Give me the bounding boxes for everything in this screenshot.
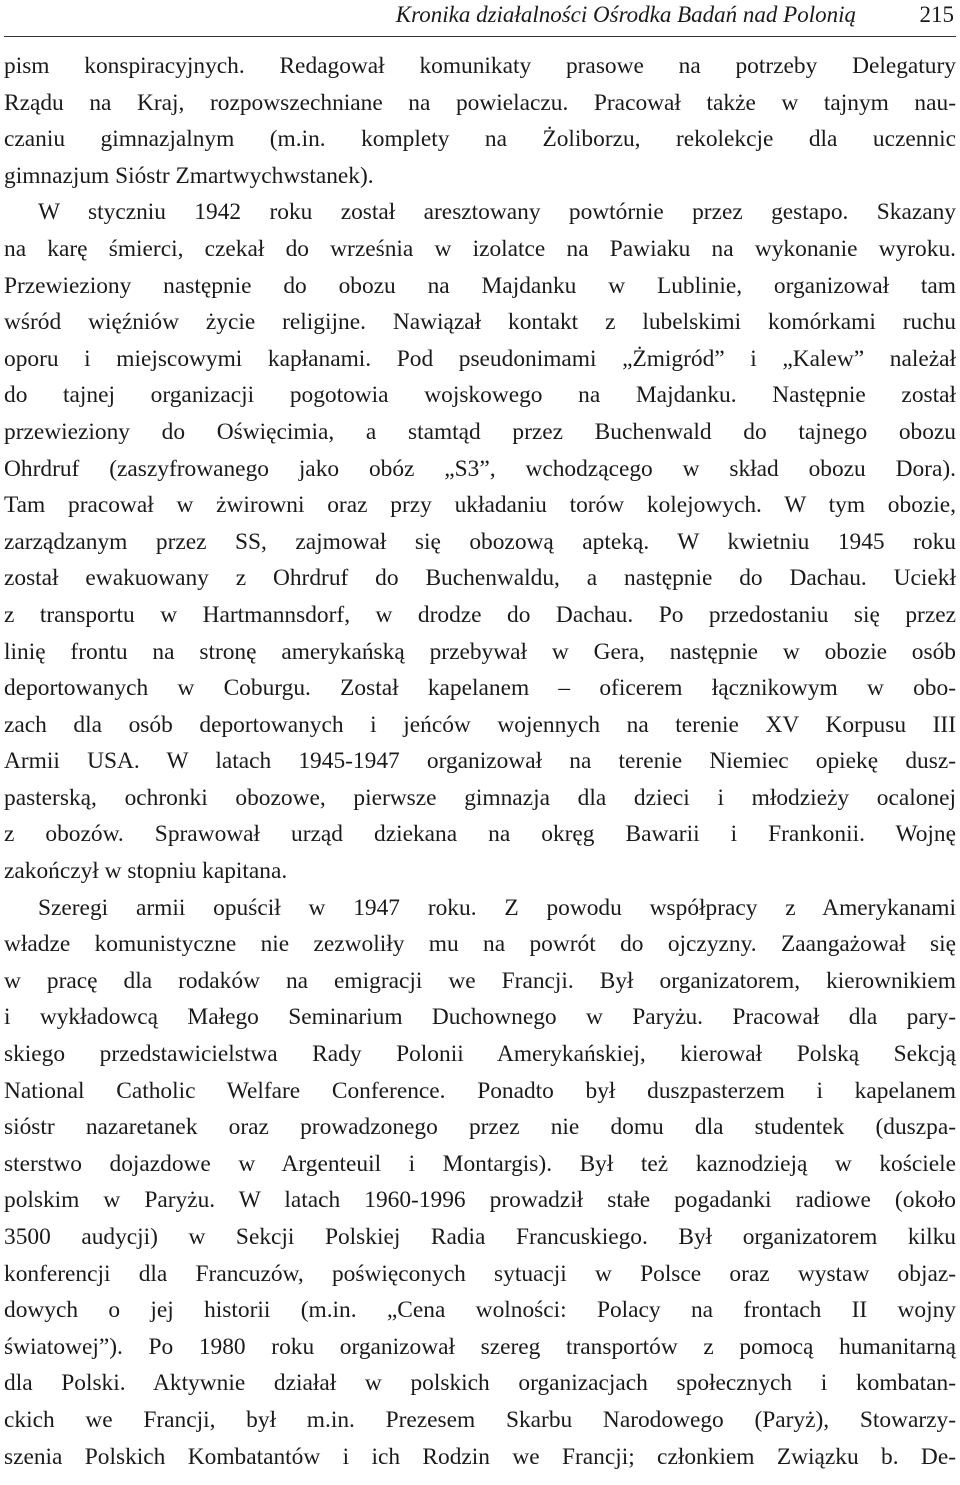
text-line: pasterską, ochronki obozowe, pierwsze gimnazja dla dzieci i młodzieży ocalonej [4,784,956,811]
text-line: Tam pracował w żwirowni oraz przy układaniu torów kolejowych. W tym obozie, [4,492,956,519]
text-line: gimnazjum Sióstr Zmartwychwstanek). [4,162,374,189]
text-line: linię frontu na stronę amerykańską przebywał w Gera, następnie w obozie osób [4,638,956,665]
text-line: konferencji dla Francuzów, poświęconych sytuacji w Polsce oraz wystaw objaz- [4,1260,956,1287]
text-line: polskim w Paryżu. W latach 1960-1996 prowadził stałe pogadanki radiowe (około [4,1187,956,1214]
text-line: Szeregi armii opuścił w 1947 roku. Z powodu współpracy z Amerykanami [38,894,956,921]
header-rule [4,36,956,37]
text-line: światowej”). Po 1980 roku organizował szereg transportów z pomocą humanitarną [4,1333,956,1360]
text-line: Przewieziony następnie do obozu na Majdanku w Lublinie, organizował tam [4,272,956,299]
text-line: czaniu gimnazjalnym (m.in. komplety na Żoliborzu, rekolekcje dla uczennic [4,126,956,153]
text-line: przewieziony do Oświęcimia, a stamtąd przez Buchenwald do tajnego obozu [4,418,956,445]
body-text [4,48,956,1475]
text-line: National Catholic Welfare Conference. Ponadto był duszpasterzem i kapelanem [4,1077,956,1104]
text-line: oporu i miejscowymi kapłanami. Pod pseudonimami „Żmigród” i „Kalew” należał [4,345,956,372]
text-line: dla Polski. Aktywnie działał w polskich organizacjach społecznych i kombatan- [4,1370,956,1397]
text-line: sterstwo dojazdowe w Argenteuil i Montargis). Był też kaznodzieją w kościele [4,1150,956,1177]
text-line: został ewakuowany z Ohrdruf do Buchenwaldu, a następnie do Dachau. Uciekł [4,565,956,592]
text-line: W styczniu 1942 roku został aresztowany powtórnie przez gestapo. Skazany [38,199,956,226]
text-line: z transportu w Hartmannsdorf, w drodze do Dachau. Po przedostaniu się przez [4,601,956,628]
text-line: i wykładowcą Małego Seminarium Duchownego w Paryżu. Pracował dla pary- [4,1004,956,1031]
text-line: władze komunistyczne nie zezwoliły mu na powrót do ojczyzny. Zaangażował się [4,931,956,958]
text-line: deportowanych w Coburgu. Został kapelanem – oficerem łącznikowym w obo- [4,675,956,702]
text-line: na karę śmierci, czekał do września w izolatce na Pawiaku na wykonanie wyroku. [4,235,956,262]
text-line: skiego przedstawicielstwa Rady Polonii Amerykańskiej, kierował Polską Sekcją [4,1041,956,1068]
text-line: pism konspiracyjnych. Redagował komunikaty prasowe na potrzeby Delegatury [4,53,956,79]
page-number: 215 [919,2,954,27]
text-line: do tajnej organizacji pogotowia wojskowego na Majdanku. Następnie został [4,382,956,409]
document-page [4,0,956,1470]
text-line: zakończył w stopniu kapitana. [4,858,288,885]
text-line: zarządzanym przez SS, zajmował się obozową apteką. W kwietniu 1945 roku [4,528,956,555]
text-line: Rządu na Kraj, rozpowszechniane na powielaczu. Pracował także w tajnym nau- [4,89,956,116]
text-line: dowych o jej historii (m.in. „Cena wolności: Polacy na frontach II wojny [4,1297,956,1324]
text-line: wśród więźniów życie religijne. Nawiązał kontakt z lubelskimi komórkami ruchu [4,309,956,336]
running-header [4,0,954,30]
text-line: 3500 audycji) w Sekcji Polskiej Radia Francuskiego. Był organizatorem kilku [4,1224,956,1250]
text-line: szenia Polskich Kombatantów i ich Rodzin we Francji; członkiem Związku b. De- [4,1443,956,1470]
text-line: zach dla osób deportowanych i jeńców wojennych na terenie XV Korpusu III [4,711,956,738]
text-line: sióstr nazaretanek oraz prowadzonego przez nie domu dla studentek (duszpa- [4,1114,956,1141]
text-line: ckich we Francji, był m.in. Prezesem Skarbu Narodowego (Paryż), Stowarzy- [4,1406,956,1433]
text-line: w pracę dla rodaków na emigracji we Francji. Był organizatorem, kierownikiem [4,967,956,994]
text-line: z obozów. Sprawował urząd dziekana na okręg Bawarii i Frankonii. Wojnę [4,821,956,848]
running-title: Kronika działalności Ośrodka Badań nad Polonią [395,2,856,27]
text-line: Ohrdruf (zaszyfrowanego jako obóz „S3”, wchodzącego w skład obozu Dora). [4,455,956,482]
text-line: Armii USA. W latach 1945-1947 organizował na terenie Niemiec opiekę dusz- [4,748,956,775]
